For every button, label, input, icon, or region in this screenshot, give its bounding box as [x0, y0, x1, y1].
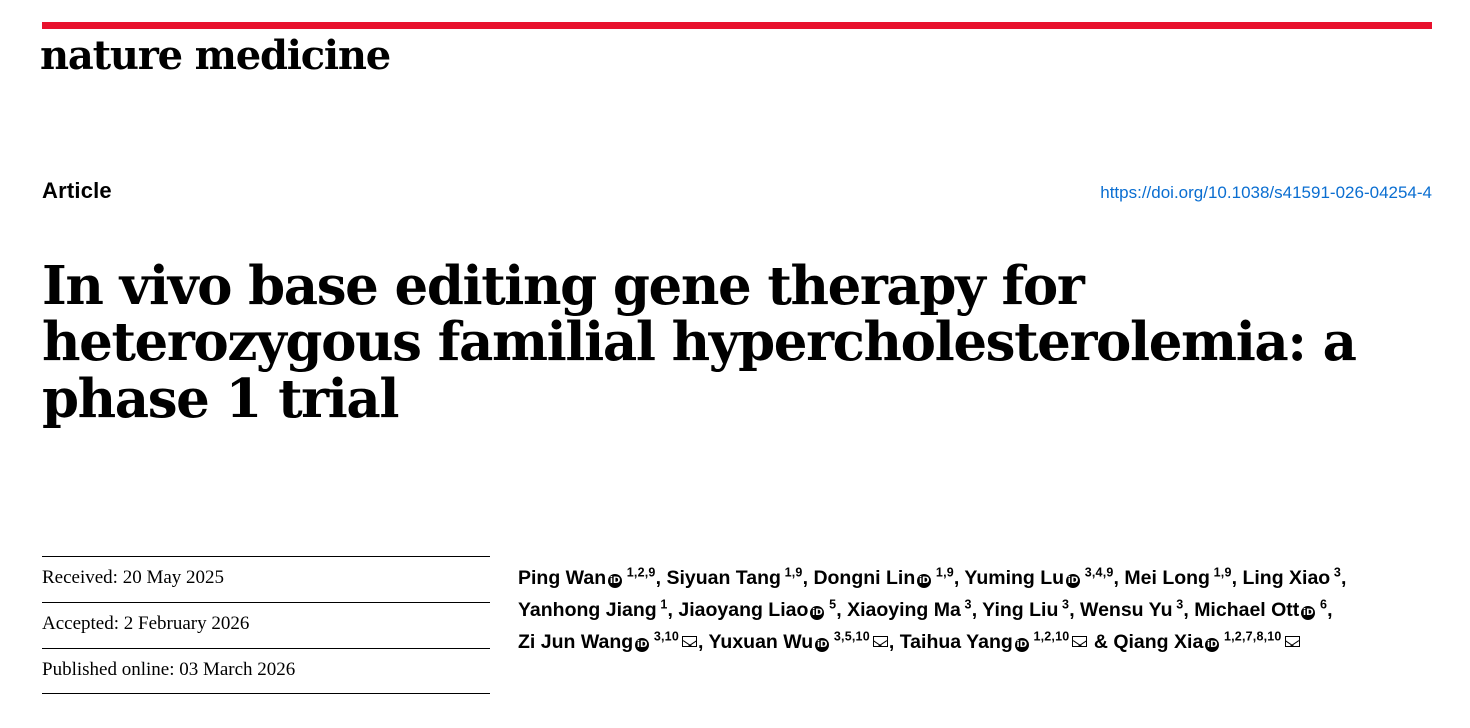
publication-dates [42, 556, 490, 694]
affiliation-superscript: 3 [1058, 597, 1070, 612]
author-name: Ling Xiao [1242, 567, 1331, 589]
orcid-icon[interactable]: iD [609, 576, 621, 586]
email-icon[interactable] [1072, 636, 1087, 647]
affiliation-superscript: 1,2,10 [1029, 629, 1070, 644]
author-name: Yuxuan Wu [708, 631, 814, 654]
affiliation-superscript: 3 [1330, 565, 1342, 580]
author-name: Yanhong Jiang [518, 599, 657, 622]
doi-link[interactable]: https://doi.org/10.1038/s41591-026-04254-4 [1100, 183, 1432, 202]
accepted-date: Accepted: 2 February 2026 [42, 602, 490, 648]
author-name: Mei Long [1124, 567, 1210, 589]
author-entry[interactable] [518, 631, 698, 653]
affiliation-superscript: 3,10 [650, 629, 679, 644]
author-entry[interactable] [518, 599, 668, 621]
author-entry[interactable] [847, 599, 972, 621]
orcid-icon[interactable]: iD [636, 640, 648, 651]
email-icon[interactable] [682, 636, 697, 647]
affiliation-superscript: 6 [1316, 597, 1328, 612]
author-entry[interactable] [1242, 567, 1341, 589]
orcid-icon[interactable]: iD [1016, 640, 1028, 651]
orcid-icon[interactable]: iD [816, 640, 828, 651]
author-name: Wensu Yu [1080, 599, 1173, 622]
orcid-icon[interactable]: iD [812, 608, 823, 619]
author-entry[interactable] [678, 599, 836, 621]
email-icon[interactable] [1285, 636, 1300, 647]
author-name: Siyuan Tang [666, 567, 781, 589]
author-entry[interactable] [1113, 631, 1300, 653]
author-entry[interactable] [708, 631, 888, 653]
author-list: Ping Wan iD $^{1,2,9}$, Siyuan Tang $^{1,9}$, Dongni Lin iD $^{1,9}$, Yuming Lu iD $^{3,4,9}$, Mei Long $^{1,9}$, Ling Xiao $^3$, Yanhong Jiang $^1$, Jiaoyang Liao iD $^5$, Xiaoying Ma $^3$, Ying Liu $^3$, Wensu Yu $^3$, Michael Ott iD $^6$, Zi Jun Wang iD $^{3,10}$ , Yuxuan Wu iD $^{3,5,10}$ , Taihua Yang iD $^{1,2,10}$ & Qiang Xia iD $^{1,2,7,8,10}$ [518, 565, 1347, 654]
affiliation-superscript: 1,9 [1209, 565, 1232, 580]
author-entry[interactable] [518, 567, 656, 589]
author-name: Ping Wan [518, 567, 607, 589]
author-name: Zi Jun Wang [518, 631, 634, 654]
journal-rule [42, 22, 1432, 29]
affiliation-superscript: 1,2,9 [623, 565, 656, 580]
affiliation-superscript: 1,2,7,8,10 [1220, 629, 1282, 644]
article-meta-row [42, 178, 1432, 204]
affiliation-superscript: 3,5,10 [830, 629, 870, 644]
author-entry[interactable] [982, 599, 1069, 621]
orcid-icon[interactable]: iD [918, 576, 930, 586]
author-entry[interactable] [1080, 599, 1183, 621]
orcid-icon[interactable]: iD [1303, 608, 1314, 619]
orcid-icon[interactable]: iD [1207, 640, 1218, 651]
affiliation-superscript: 3 [1172, 597, 1184, 612]
author-name: Yuming Lu [964, 567, 1065, 589]
author-name: Qiang Xia [1113, 631, 1204, 654]
author-name: Jiaoyang Liao [678, 599, 809, 622]
affiliation-superscript: 1,9 [780, 565, 803, 580]
affiliation-superscript: 3 [960, 597, 972, 612]
orcid-icon[interactable]: iD [1067, 576, 1079, 586]
affiliation-superscript: 5 [825, 597, 837, 612]
published-date: Published online: 03 March 2026 [42, 648, 490, 695]
author-name: Michael Ott [1194, 599, 1300, 622]
article-type-label: Article [42, 178, 112, 203]
journal-wordmark: nature medicine [40, 32, 391, 79]
email-icon[interactable] [873, 636, 888, 647]
author-name: Dongni Lin [813, 567, 916, 589]
author-entry[interactable] [900, 631, 1089, 653]
author-entry[interactable] [964, 567, 1113, 589]
affiliation-superscript: 1,9 [932, 565, 954, 580]
received-date: Received: 20 May 2025 [42, 556, 490, 602]
author-entry[interactable] [813, 567, 953, 589]
author-name: Taihua Yang [899, 631, 1013, 654]
affiliation-superscript: 3,4,9 [1081, 565, 1114, 580]
author-entry[interactable] [1194, 599, 1327, 621]
author-entry[interactable] [1124, 567, 1231, 589]
page-title: In vivo base editing gene therapy for heterozygous familial hypercholesterolemia: a phase 1 trial [42, 254, 1356, 430]
affiliation-superscript: 1 [656, 597, 668, 612]
author-name: Xiaoying Ma [847, 599, 961, 622]
author-entry[interactable] [666, 567, 802, 589]
author-name: Ying Liu [982, 599, 1059, 622]
